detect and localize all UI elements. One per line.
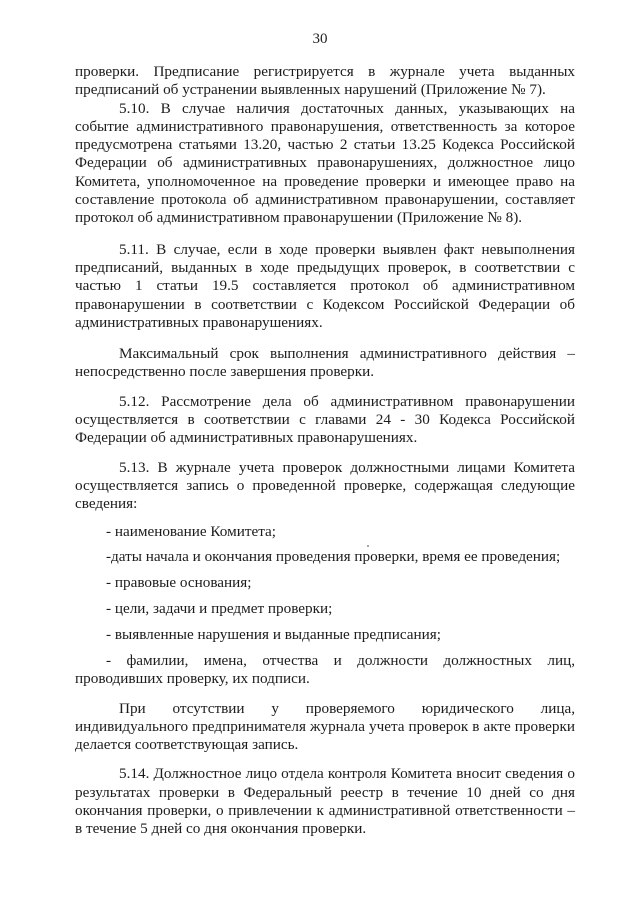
paragraph-5-14: 5.14. Должностное лицо отдела контроля Комитета вносит сведения о результатах проверки в Федеральный реестр в течение 10 дней со дня окончания проверки, о привлечении к административной ответственности – в течение 5 дней со дня окончания проверки. [75,765,575,838]
paragraph-max-term: Максимальный срок выполнения административного действия – непосредственно после завершения проверки. [75,345,575,381]
paragraph-5-10: 5.10. В случае наличия достаточных данных, указывающих на событие административного правонарушения, ответственность за которое предусмотрена статьями 13.20, частью 2 статьи 13.25 Кодекса Российской Федерации об административных правонарушениях, должностное лицо Комитета, уполномоченное на проведение проверки и имеющее право на составление протокола об административном правонарушении, составляет протокол об административном правонарушении (Приложение № 8). [75,99,575,227]
list-item: - фамилии, имена, отчества и должности должностных лиц, проводивших проверку, их подписи. [75,651,575,688]
list-item: - выявленные нарушения и выданные предписания; [106,626,441,644]
paragraph-5-12: 5.12. Рассмотрение дела об административном правонарушении осуществляется в соответствии с главами 24 - 30 Кодекса Российской Федерации об административных правонарушениях. [75,392,575,447]
scan-speck [367,545,369,547]
journal-fields-list [75,523,575,689]
list-item: - цели, задачи и предмет проверки; [106,600,333,618]
paragraph-5-13: 5.13. В журнале учета проверок должностными лицами Комитета осуществляется запись о проведенной проверке, содержащая следующие сведения: [75,458,575,513]
paragraph-no-journal: При отсутствии у проверяемого юридического лица, индивидуального предпринимателя журнала учета проверок в акте проверки делается соответствующая запись. [75,699,575,754]
paragraph-5-11: 5.11. В случае, если в ходе проверки выявлен факт невыполнения предписаний, выданных в ходе предыдущих проверок, в соответствии с частью 1 статьи 19.5 составляется протокол об административном правонарушении в соответствии с Кодексом Российской Федерации об административных правонарушениях. [75,240,575,331]
paragraph-prescription-continuation: проверки. Предписание регистрируется в журнале учета выданных предписаний об устранении выявленных нарушений (Приложение № 7). [75,63,575,99]
page-number: 30 [312,31,328,47]
list-item: -даты начала и окончания проведения проверки, время ее проведения; [106,548,561,566]
list-item: - правовые основания; [106,574,252,592]
list-item: - наименование Комитета; [106,522,277,540]
document-body [75,63,575,839]
